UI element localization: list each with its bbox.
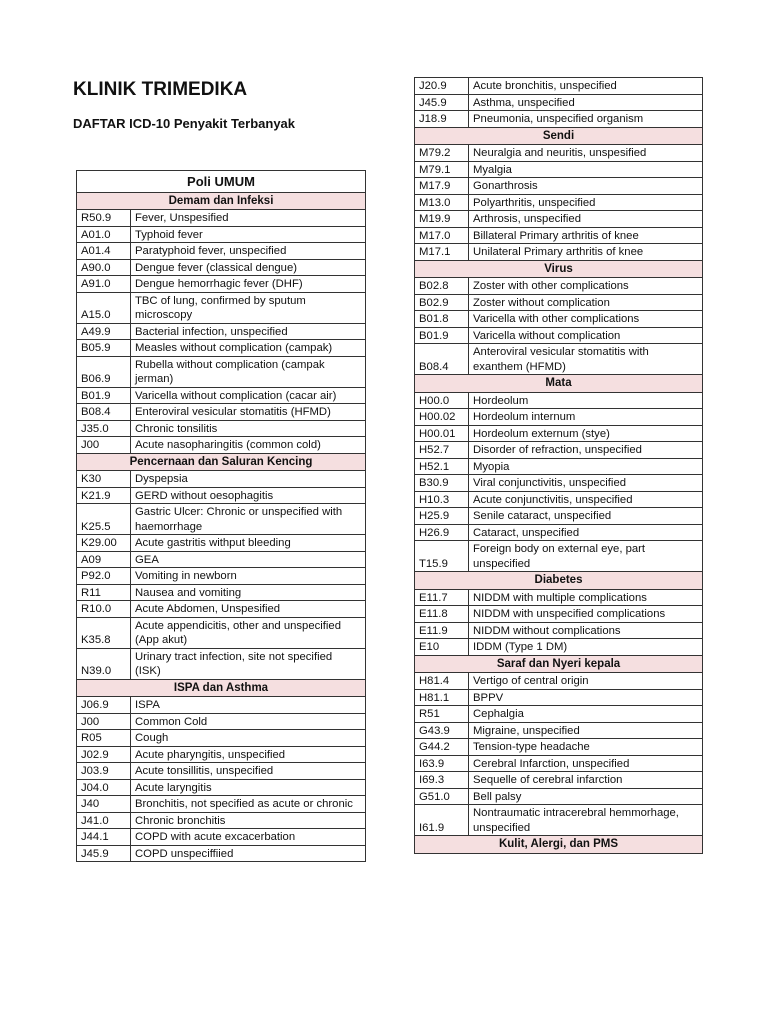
section-header-row — [415, 572, 703, 590]
diagnosis-description: Migraine, unspecified — [469, 722, 703, 739]
diagnosis-description: NIDDM with unspecified complications — [469, 606, 703, 623]
diagnosis-description: Dyspepsia — [131, 471, 366, 488]
icd-code: M79.1 — [415, 161, 469, 178]
table-row — [415, 639, 703, 656]
table-row — [77, 437, 366, 454]
icd-code: I63.9 — [415, 755, 469, 772]
icd-code: H00.01 — [415, 425, 469, 442]
table-row — [415, 788, 703, 805]
table-row — [415, 706, 703, 723]
table-row — [77, 276, 366, 293]
diagnosis-description: Nontraumatic intracerebral hemmorhage, unspecified — [469, 805, 703, 836]
diagnosis-description: Myopia — [469, 458, 703, 475]
section-title: Mata — [415, 375, 703, 393]
icd-code: B08.4 — [77, 404, 131, 421]
diagnosis-description: Pneumonia, unspecified organism — [469, 111, 703, 128]
icd-code: J00 — [77, 437, 131, 454]
diagnosis-description: Enteroviral vesicular stomatitis (HFMD) — [131, 404, 366, 421]
diagnosis-description: Chronic tonsilitis — [131, 420, 366, 437]
icd-code: J35.0 — [77, 420, 131, 437]
table-row — [415, 755, 703, 772]
section-title: Sendi — [415, 127, 703, 145]
diagnosis-description: Acute appendicitis, other and unspecified (App akut) — [131, 617, 366, 648]
icd-code: H26.9 — [415, 524, 469, 541]
diagnosis-description: Arthrosis, unspecified — [469, 211, 703, 228]
table-row — [77, 796, 366, 813]
table-row — [415, 622, 703, 639]
diagnosis-description: Foreign body on external eye, part unspecified — [469, 541, 703, 572]
icd-code: H00.02 — [415, 409, 469, 426]
table-row — [415, 442, 703, 459]
icd-code: J44.1 — [77, 829, 131, 846]
diagnosis-description: Urinary tract infection, site not specified (ISK) — [131, 648, 366, 679]
diagnosis-description: Anteroviral vesicular stomatitis with exanthem (HFMD) — [469, 344, 703, 375]
table-row — [77, 292, 366, 323]
table-row — [77, 568, 366, 585]
table-row — [415, 475, 703, 492]
section-header-row — [415, 836, 703, 854]
diagnosis-description: Viral conjunctivitis, unspecified — [469, 475, 703, 492]
diagnosis-description: Nausea and vomiting — [131, 584, 366, 601]
diagnosis-description: Tension-type headache — [469, 739, 703, 756]
diagnosis-description: TBC of lung, confirmed by sputum microscopy — [131, 292, 366, 323]
diagnosis-description: Bell palsy — [469, 788, 703, 805]
diagnosis-description: Dengue fever (classical dengue) — [131, 259, 366, 276]
icd-code: A91.0 — [77, 276, 131, 293]
table-row — [77, 387, 366, 404]
table-row — [415, 94, 703, 111]
diagnosis-description: Acute bronchitis, unspecified — [469, 78, 703, 95]
icd-code: G51.0 — [415, 788, 469, 805]
diagnosis-description: ISPA — [131, 697, 366, 714]
page-subtitle: DAFTAR ICD-10 Penyakit Terbanyak — [73, 116, 296, 131]
table-row — [77, 471, 366, 488]
icd-code: J00 — [77, 713, 131, 730]
table-row — [415, 278, 703, 295]
icd-code: R11 — [77, 584, 131, 601]
icd-code: M13.0 — [415, 194, 469, 211]
icd-code: T15.9 — [415, 541, 469, 572]
section-title: Kulit, Alergi, dan PMS — [415, 836, 703, 854]
icd-code: R50.9 — [77, 210, 131, 227]
section-title: Pencernaan dan Saluran Kencing — [77, 453, 366, 471]
icd-code: J03.9 — [77, 763, 131, 780]
diagnosis-description: Gastric Ulcer: Chronic or unspecified with haemorrhage — [131, 504, 366, 535]
diagnosis-description: NIDDM with multiple complications — [469, 589, 703, 606]
table-row — [415, 161, 703, 178]
icd-code: H25.9 — [415, 508, 469, 525]
diagnosis-description: Acute Abdomen, Unspesified — [131, 601, 366, 618]
table-row — [77, 713, 366, 730]
icd-code: H10.3 — [415, 491, 469, 508]
diagnosis-description: Varicella without complication (cacar air) — [131, 387, 366, 404]
diagnosis-description: Rubella without complication (campak jerman) — [131, 356, 366, 387]
section-header-row — [77, 453, 366, 471]
table-row — [415, 425, 703, 442]
icd-code: A49.9 — [77, 323, 131, 340]
table-row — [77, 420, 366, 437]
table-header: Poli UMUM — [77, 171, 366, 193]
table-row — [415, 227, 703, 244]
table-row — [415, 344, 703, 375]
diagnosis-description: Hordeolum — [469, 392, 703, 409]
table-row — [77, 845, 366, 862]
icd-code: R10.0 — [77, 601, 131, 618]
table-row — [415, 589, 703, 606]
icd-code: I69.3 — [415, 772, 469, 789]
icd-code: B01.9 — [77, 387, 131, 404]
icd-code: J18.9 — [415, 111, 469, 128]
diagnosis-description: Sequelle of cerebral infarction — [469, 772, 703, 789]
icd-code: J45.9 — [77, 845, 131, 862]
icd-code: A90.0 — [77, 259, 131, 276]
diagnosis-description: Zoster with other complications — [469, 278, 703, 295]
icd-code: G43.9 — [415, 722, 469, 739]
diagnosis-description: Cough — [131, 730, 366, 747]
diagnosis-description: Zoster without complication — [469, 294, 703, 311]
section-title: Demam dan Infeksi — [77, 192, 366, 210]
diagnosis-description: COPD with acute excacerbation — [131, 829, 366, 846]
icd-code: E11.9 — [415, 622, 469, 639]
table-row — [415, 722, 703, 739]
icd-code: G44.2 — [415, 739, 469, 756]
section-header-row — [415, 655, 703, 673]
icd-code: M79.2 — [415, 145, 469, 162]
table-row — [77, 535, 366, 552]
icd-code: A09 — [77, 551, 131, 568]
diagnosis-description: Paratyphoid fever, unspecified — [131, 243, 366, 260]
icd-code: M17.0 — [415, 227, 469, 244]
icd-code: J04.0 — [77, 779, 131, 796]
table-row — [415, 458, 703, 475]
diagnosis-description: Typhoid fever — [131, 226, 366, 243]
icd-code: K25.5 — [77, 504, 131, 535]
icd-code: N39.0 — [77, 648, 131, 679]
icd-code: J45.9 — [415, 94, 469, 111]
table-row — [77, 697, 366, 714]
section-header-row — [415, 260, 703, 278]
icd-code: J20.9 — [415, 78, 469, 95]
diagnosis-description: Vertigo of central origin — [469, 673, 703, 690]
diagnosis-description: Varicella with other complications — [469, 311, 703, 328]
icd-code: A15.0 — [77, 292, 131, 323]
diagnosis-description: IDDM (Type 1 DM) — [469, 639, 703, 656]
icd-code: B08.4 — [415, 344, 469, 375]
icd-code: M19.9 — [415, 211, 469, 228]
table-row — [415, 772, 703, 789]
section-header-row — [415, 375, 703, 393]
icd-code: B01.8 — [415, 311, 469, 328]
section-header-row — [77, 679, 366, 697]
icd-table-poli-umum — [76, 170, 366, 862]
diagnosis-description: Cephalgia — [469, 706, 703, 723]
table-row — [77, 226, 366, 243]
table-row — [415, 294, 703, 311]
icd-code: H81.4 — [415, 673, 469, 690]
table-row — [77, 648, 366, 679]
icd-code: H52.1 — [415, 458, 469, 475]
table-row — [77, 340, 366, 357]
table-row — [415, 311, 703, 328]
icd-code: K21.9 — [77, 487, 131, 504]
diagnosis-description: Hordeolum internum — [469, 409, 703, 426]
icd-code: A01.4 — [77, 243, 131, 260]
diagnosis-description: Senile cataract, unspecified — [469, 508, 703, 525]
icd-code: E11.7 — [415, 589, 469, 606]
section-title: Saraf dan Nyeri kepala — [415, 655, 703, 673]
table-row — [77, 259, 366, 276]
diagnosis-description: Acute conjunctivitis, unspecified — [469, 491, 703, 508]
icd-code: J41.0 — [77, 812, 131, 829]
icd-code: J40 — [77, 796, 131, 813]
table-row — [415, 491, 703, 508]
table-row — [415, 739, 703, 756]
table-row — [77, 763, 366, 780]
table-row — [77, 584, 366, 601]
icd-code: R51 — [415, 706, 469, 723]
table-row — [415, 392, 703, 409]
table-row — [77, 323, 366, 340]
icd-code: B02.9 — [415, 294, 469, 311]
icd-code: H00.0 — [415, 392, 469, 409]
icd-code: B06.9 — [77, 356, 131, 387]
icd-code: K35.8 — [77, 617, 131, 648]
diagnosis-description: Acute gastritis withput bleeding — [131, 535, 366, 552]
diagnosis-description: Fever, Unspesified — [131, 210, 366, 227]
diagnosis-description: Chronic bronchitis — [131, 812, 366, 829]
table-row — [77, 601, 366, 618]
table-row — [77, 551, 366, 568]
diagnosis-description: Acute laryngitis — [131, 779, 366, 796]
table-row — [415, 145, 703, 162]
table-row — [77, 812, 366, 829]
diagnosis-description: GEA — [131, 551, 366, 568]
icd-code: B05.9 — [77, 340, 131, 357]
table-row — [77, 210, 366, 227]
table-row — [415, 508, 703, 525]
diagnosis-description: Neuralgia and neuritis, unspesified — [469, 145, 703, 162]
icd-code: B01.9 — [415, 327, 469, 344]
diagnosis-description: Billateral Primary arthritis of knee — [469, 227, 703, 244]
table-row — [415, 211, 703, 228]
table-header-row — [77, 171, 366, 193]
icd-code: B30.9 — [415, 475, 469, 492]
table-row — [415, 541, 703, 572]
icd-code: J06.9 — [77, 697, 131, 714]
diagnosis-description: Dengue hemorrhagic fever (DHF) — [131, 276, 366, 293]
icd-code: P92.0 — [77, 568, 131, 585]
section-title: Virus — [415, 260, 703, 278]
section-header-row — [77, 192, 366, 210]
icd-code: M17.1 — [415, 244, 469, 261]
icd-code: H52.7 — [415, 442, 469, 459]
table-row — [77, 730, 366, 747]
table-row — [415, 327, 703, 344]
table-row — [77, 779, 366, 796]
table-row — [77, 487, 366, 504]
diagnosis-description: GERD without oesophagitis — [131, 487, 366, 504]
diagnosis-description: Gonarthrosis — [469, 178, 703, 195]
table-row — [77, 356, 366, 387]
icd-code: M17.9 — [415, 178, 469, 195]
table-row — [415, 606, 703, 623]
diagnosis-description: NIDDM without complications — [469, 622, 703, 639]
icd-code: A01.0 — [77, 226, 131, 243]
diagnosis-description: Varicella without complication — [469, 327, 703, 344]
table-row — [415, 178, 703, 195]
diagnosis-description: Polyarthritis, unspecified — [469, 194, 703, 211]
icd-code: E11.8 — [415, 606, 469, 623]
diagnosis-description: Acute tonsillitis, unspecified — [131, 763, 366, 780]
diagnosis-description: Acute pharyngitis, unspecified — [131, 746, 366, 763]
diagnosis-description: Common Cold — [131, 713, 366, 730]
table-row — [415, 409, 703, 426]
table-row — [77, 243, 366, 260]
section-title: Diabetes — [415, 572, 703, 590]
diagnosis-description: Unilateral Primary arthritis of knee — [469, 244, 703, 261]
table-row — [415, 111, 703, 128]
icd-code: R05 — [77, 730, 131, 747]
table-row — [415, 524, 703, 541]
table-row — [415, 244, 703, 261]
page-title: KLINIK TRIMEDIKA — [73, 79, 248, 100]
diagnosis-description: BPPV — [469, 689, 703, 706]
diagnosis-description: Hordeolum externum (stye) — [469, 425, 703, 442]
table-row — [77, 746, 366, 763]
diagnosis-description: Bronchitis, not specified as acute or chronic — [131, 796, 366, 813]
table-row — [77, 504, 366, 535]
table-row — [415, 673, 703, 690]
section-title: ISPA dan Asthma — [77, 679, 366, 697]
table-row — [415, 689, 703, 706]
diagnosis-description: COPD unspeciffiied — [131, 845, 366, 862]
table-row — [77, 404, 366, 421]
table-row — [77, 617, 366, 648]
diagnosis-description: Myalgia — [469, 161, 703, 178]
diagnosis-description: Disorder of refraction, unspecified — [469, 442, 703, 459]
diagnosis-description: Measles without complication (campak) — [131, 340, 366, 357]
icd-code: H81.1 — [415, 689, 469, 706]
diagnosis-description: Vomiting in newborn — [131, 568, 366, 585]
table-row — [415, 805, 703, 836]
icd-code: K30 — [77, 471, 131, 488]
diagnosis-description: Cataract, unspecified — [469, 524, 703, 541]
table-row — [415, 78, 703, 95]
diagnosis-description: Bacterial infection, unspecified — [131, 323, 366, 340]
icd-code: E10 — [415, 639, 469, 656]
diagnosis-description: Cerebral Infarction, unspecified — [469, 755, 703, 772]
table-row — [77, 829, 366, 846]
table-row — [415, 194, 703, 211]
icd-table-continued — [414, 77, 703, 854]
icd-code: B02.8 — [415, 278, 469, 295]
icd-code: I61.9 — [415, 805, 469, 836]
icd-code: K29.00 — [77, 535, 131, 552]
section-header-row — [415, 127, 703, 145]
diagnosis-description: Acute nasopharingitis (common cold) — [131, 437, 366, 454]
icd-code: J02.9 — [77, 746, 131, 763]
diagnosis-description: Asthma, unspecified — [469, 94, 703, 111]
